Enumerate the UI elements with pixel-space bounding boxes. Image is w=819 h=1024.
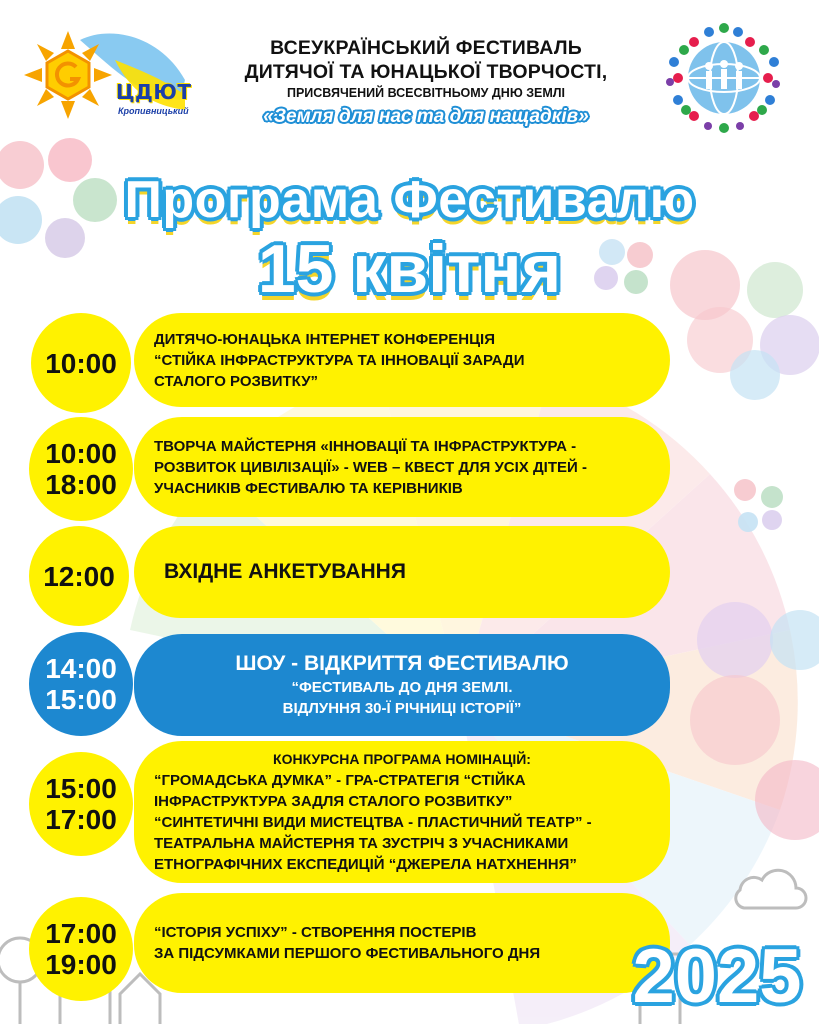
item-4-line-2: ВІДЛУННЯ 30-Ї РІЧНИЦІ ІСТОРІЇ” bbox=[282, 700, 522, 717]
time-4-start: 14:00 bbox=[45, 653, 117, 684]
time-2-end: 18:00 bbox=[45, 469, 117, 500]
item-6-line-2: ЗА ПІДСУМКАМИ ПЕРШОГО ФЕСТИВАЛЬНОГО ДНЯ bbox=[154, 945, 541, 962]
time-badge-6 bbox=[29, 897, 133, 1001]
item-5-line-1: “ГРОМАДСЬКА ДУМКА” - ГРА-СТРАТЕГІЯ “СТІЙКА bbox=[154, 772, 526, 789]
festival-year: 2025 bbox=[632, 934, 802, 1019]
logo-city: Кропивницький bbox=[118, 106, 189, 116]
program-date: 15 квітня bbox=[257, 231, 562, 307]
header-line-1: ВСЕУКРАЇНСЬКИЙ ФЕСТИВАЛЬ bbox=[270, 37, 582, 59]
item-5-line-5: ЕТНОГРАФІЧНИХ ЕКСПЕДИЦІЙ “ДЖЕРЕЛА НАТХНЕННЯ” bbox=[154, 856, 577, 873]
time-5-start: 15:00 bbox=[45, 773, 117, 804]
time-badge-3 bbox=[29, 526, 129, 626]
time-2-start: 10:00 bbox=[45, 438, 117, 469]
time-6-start: 17:00 bbox=[45, 918, 117, 949]
organization-logo bbox=[20, 20, 190, 130]
item-1-line-3: СТАЛОГО РОЗВИТКУ” bbox=[154, 372, 319, 390]
item-2-line-1: ТВОРЧА МАЙСТЕРНЯ «ІННОВАЦІЇ ТА ІНФРАСТРУКТУРА - bbox=[154, 437, 577, 455]
schedule-item-6 bbox=[134, 893, 670, 993]
schedule-item-3 bbox=[134, 526, 670, 618]
item-1-line-2: “СТІЙКА ІНФРАСТРУКТУРА ТА ІННОВАЦІЇ ЗАРАДИ bbox=[154, 351, 525, 369]
time-6-end: 19:00 bbox=[45, 949, 117, 980]
item-5-line-4: ТЕАТРАЛЬНА МАЙСТЕРНЯ ТА ЗУСТРІЧ З УЧАСНИКАМИ bbox=[154, 835, 569, 852]
time-badge-4 bbox=[29, 632, 133, 736]
item-5-title: КОНКУРСНА ПРОГРАМА НОМІНАЦІЙ: bbox=[273, 751, 531, 767]
header-line-2: ДИТЯЧОЇ ТА ЮНАЦЬКОЇ ТВОРЧОСТІ, bbox=[244, 61, 608, 83]
globe-children-icon bbox=[664, 22, 784, 134]
time-badge-2 bbox=[29, 417, 133, 521]
schedule-item-4 bbox=[134, 634, 670, 736]
header-line-3: ПРИСВЯЧЕНИЙ ВСЕСВІТНЬОМУ ДНЮ ЗЕМЛІ bbox=[286, 86, 566, 100]
schedule-item-2 bbox=[134, 417, 670, 517]
item-3-line-1: ВХІДНЕ АНКЕТУВАННЯ bbox=[164, 560, 406, 583]
festival-slogan: «Земля для нас та для нащадків» bbox=[263, 106, 589, 127]
time-badge-1 bbox=[31, 313, 131, 413]
program-title: Програма Фестивалю bbox=[124, 171, 695, 229]
schedule-item-1 bbox=[134, 313, 670, 407]
item-4-title: ШОУ - ВІДКРИТТЯ ФЕСТИВАЛЮ bbox=[235, 652, 569, 675]
time-badge-5 bbox=[29, 752, 133, 856]
item-2-line-3: УЧАСНИКІВ ФЕСТИВАЛЮ ТА КЕРІВНИКІВ bbox=[154, 479, 463, 497]
festival-header bbox=[196, 36, 656, 129]
time-1-start: 10:00 bbox=[45, 347, 117, 379]
logo-name: ЦДЮТ bbox=[116, 80, 192, 104]
schedule-item-5 bbox=[134, 741, 670, 883]
item-1-line-1: ДИТЯЧО-ЮНАЦЬКА ІНТЕРНЕТ КОНФЕРЕНЦІЯ bbox=[154, 330, 495, 348]
item-4-line-1: “ФЕСТИВАЛЬ ДО ДНЯ ЗЕМЛІ. bbox=[291, 679, 513, 696]
item-5-line-3: “СИНТЕТИЧНІ ВИДИ МИСТЕЦТВА - ПЛАСТИЧНИЙ ТЕАТР” - bbox=[154, 814, 592, 831]
time-4-end: 15:00 bbox=[45, 684, 117, 715]
globe-logo bbox=[664, 22, 784, 134]
item-2-line-2: РОЗВИТОК ЦИВІЛІЗАЦІЇ» - WEB – КВЕСТ ДЛЯ УСІХ ДІТЕЙ - bbox=[154, 458, 587, 476]
time-5-end: 17:00 bbox=[45, 804, 117, 835]
time-3-start: 12:00 bbox=[43, 560, 115, 592]
item-5-line-2: ІНФРАСТРУКТУРА ЗАДЛЯ СТАЛОГО РОЗВИТКУ” bbox=[154, 793, 513, 810]
item-6-line-1: “ІСТОРІЯ УСПІХУ” - СТВОРЕННЯ ПОСТЕРІВ bbox=[154, 924, 477, 941]
